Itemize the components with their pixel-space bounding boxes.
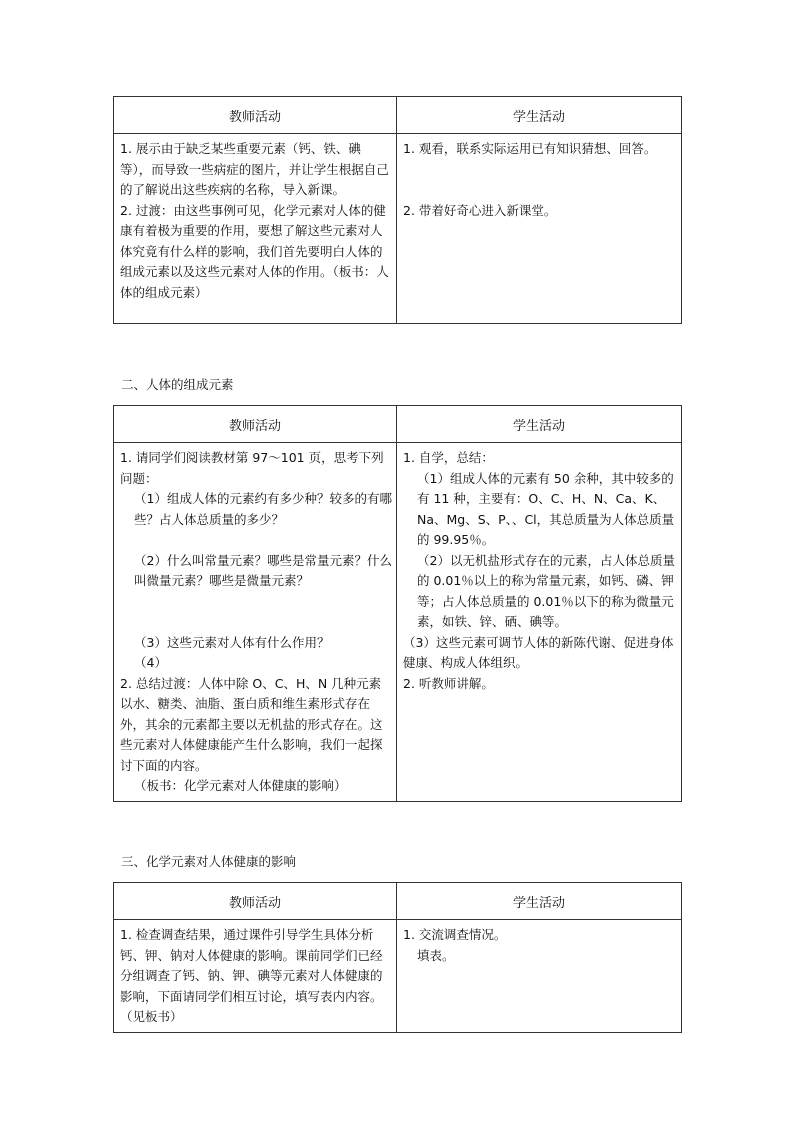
teaching-table-2 [113,405,682,802]
section-heading-3: 三、化学元素对人体健康的影响 [121,854,297,869]
teacher-step-2: 2. 总结过渡：人体中除 O、C、H、N 几种元素以水、糖类、油脂、蛋白质和维生素形式存在外，其余的元素都主要以无机盐的形式存在。这些元素对人体健康能产生什么影响，我们一起探讨下面的内容。 [120,675,383,773]
teacher-step-1: 1. 展示由于缺乏某些重要元素（钙、铁、碘等），而导致一些病症的图片，并让学生根据自己的了解说出这些疾病的名称，导入新课。 [120,141,389,197]
question-4: （4） [134,655,167,670]
header-student-activity: 学生活动 [397,406,682,443]
student-step-1: 1. 自学，总结： [403,450,494,465]
student-step-2: 2. 带着好奇心进入新课堂。 [403,202,557,218]
fill-table-text: 填表。 [417,947,455,963]
student-activity-cell [397,443,682,802]
header-student-activity: 学生活动 [397,883,682,920]
teacher-step-1: 1. 请同学们阅读教材第 97～101 页，思考下列问题： [120,450,384,486]
blackboard-note: （板书：化学元素对人体健康的影响） [134,778,347,793]
section-heading-2: 二、人体的组成元素 [121,377,234,392]
header-teacher-activity: 教师活动 [114,97,397,134]
question-3: （3）这些元素对人体有什么作用？ [134,634,330,650]
student-step-1: 1. 交流调查情况。 [403,927,507,942]
answer-1: （1）组成人体的元素有 50 余种，其中较多的有 11 种，主要有：O、C、H、N、Ca、K、Na、Mg、S、P、、Cl，其总质量为人体总质量的 99.95％。 [417,470,675,547]
student-step-2: 2. 听教师讲解。 [403,675,494,691]
teacher-step-2: 2. 过渡：由这些事例可见，化学元素对人体的健康有着极为重要的作用，要想了解这些元素对人体究竟有什么样的影响，我们首先要明白人体的组成元素以及这些元素对人体的作用。（板书：人体的组成元素） [120,202,389,300]
student-activity-cell [397,920,682,1033]
header-teacher-activity: 教师活动 [114,406,397,443]
teaching-table-3 [113,882,682,1033]
student-step-1: 1. 观看，联系实际运用已有知识猜想、回答。 [403,141,657,156]
question-1: （1）组成人体的元素约有多少种？较多的有哪些？占人体总质量的多少？ [134,491,392,527]
teacher-step-1: 1. 检查调查结果，通过课件引导学生具体分析钙、钾、钠对人体健康的影响。课前同学们已经分组调查了钙、钠、钾、碘等元素对人体健康的影响，下面请同学们相互讨论，填写表内内容。（见板书） [120,927,383,1024]
student-activity-cell [397,134,682,324]
header-student-activity: 学生活动 [397,97,682,134]
question-2: （2）什么叫常量元素？哪些是常量元素？什么叫微量元素？哪些是微量元素？ [134,552,392,588]
teacher-activity-cell [114,443,397,802]
teaching-table-1 [113,96,682,324]
teacher-activity-cell [114,134,397,324]
teacher-activity-cell [114,920,397,1033]
answer-2: （2）以无机盐形式存在的元素，占人体总质量的 0.01％以上的称为常量元素，如钙、磷、钾等；占人体总质量的 0.01％以下的称为微量元素，如铁、锌、硒、碘等。 [417,552,675,629]
header-teacher-activity: 教师活动 [114,883,397,920]
answer-3: （3）这些元素可调节人体的新陈代谢、促进身体健康、构成人体组织。 [403,634,674,670]
